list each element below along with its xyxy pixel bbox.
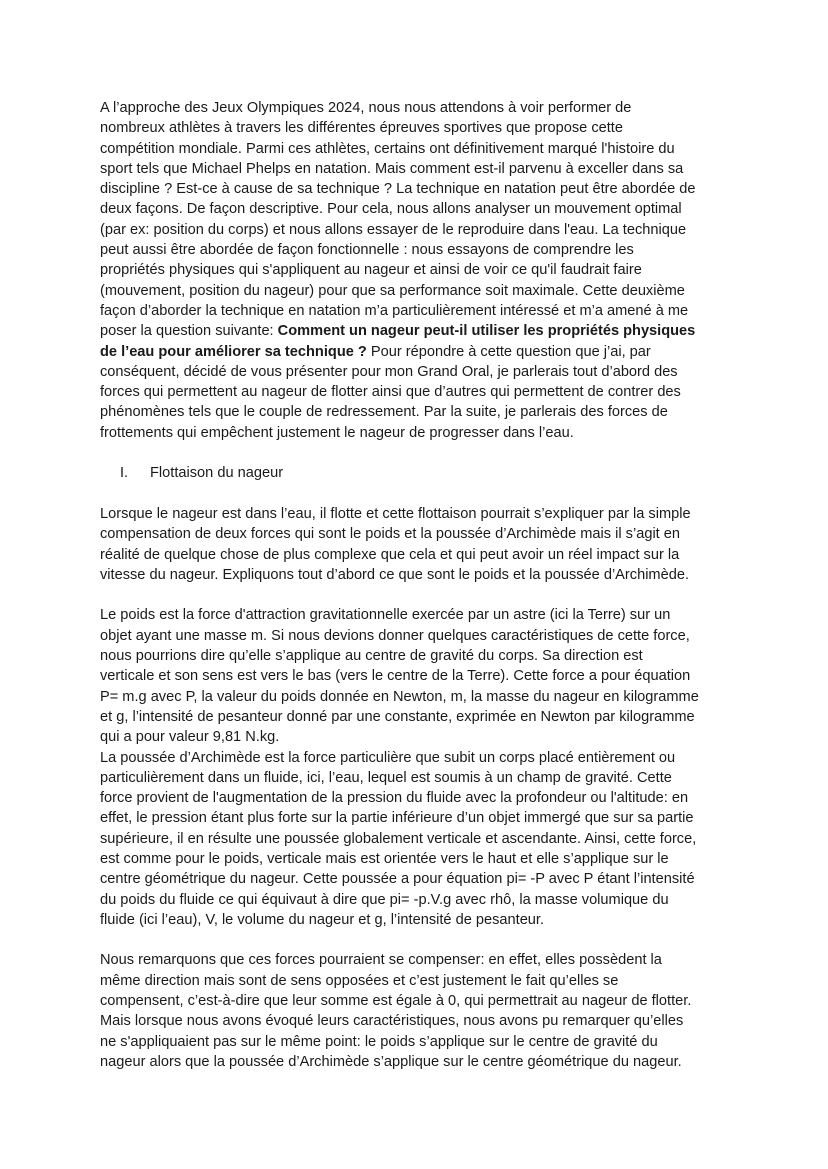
text-line: compensation de deux forces qui sont le poids et la poussée d’Archimède mais il s’agit en [100,526,681,543]
paragraph-flottaison [100,504,740,585]
text-line: frottements qui empêchent justement le nageur de progresser dans l’eau. [100,424,574,441]
text-line: peut aussi être abordée de façon fonctionnelle : nous essayons de comprendre les [100,242,634,259]
text-line: propriétés physiques qui s'appliquent au nageur et ainsi de voir ce qu'il faudrait faire [100,262,642,279]
text-line: supérieure, il en résulte une poussée globalement verticale et ascendante. Ainsi, cette force, [100,830,697,847]
text-line: du poids du fluide ce qui équivaut à dire que pi= -p.V.g avec rhô, la masse volumique du [100,891,669,908]
text-line: sport tels que Michael Phelps en natation. Mais comment est-il parvenu à exceller dans sa [100,160,684,177]
text-line: Nous remarquons que ces forces pourraient se compenser: en effet, elles possèdent la [100,952,662,969]
text-line: phénomènes tels que le couple de redressement. Par la suite, je parlerais des forces de [100,404,668,421]
text-line: nous pourrions dire qu’elle s’applique au centre de gravité du corps. Sa direction est [100,648,643,665]
intro-paragraph [100,98,740,443]
text-line: compétition mondiale. Parmi ces athlètes, certains ont définitivement marqué l'histoire du [100,140,675,157]
text-line: (par ex: position du corps) et nous allons essayer de le reproduire dans l'eau. La technique [100,221,687,238]
text-line: discipline ? Est-ce à cause de sa technique ? La technique en natation peut être abordée de [100,181,696,198]
text-line: centre géométrique du nageur. Cette poussée a pour équation pi= -P avec P étant l’intensité [100,871,695,888]
text-line: et g, l’intensité de pesanteur donné par une constante, exprimée en Newton par kilogramme [100,708,695,725]
text-line: Le poids est la force d'attraction gravitationnelle exercée par un astre (ici la Terre) sur un [100,607,671,624]
text-line: force provient de l'augmentation de la pression du fluide avec la profondeur ou l'altitude: en [100,790,689,807]
text-line: particulièrement dans un fluide, ici, l’eau, lequel est soumis à un champ de gravité. Cette [100,769,672,786]
text-line: A l’approche des Jeux Olympiques 2024, nous nous attendons à voir performer de [100,100,632,116]
text-line: Mais lorsque nous avons évoqué leurs caractéristiques, nous avons pu remarquer qu’elles [100,1013,684,1030]
section-number: I. [120,465,129,482]
text-line: vitesse du nageur. Expliquons tout d’abord ce que sont le poids et la poussée d’Archimède. [100,566,689,583]
text-line: conséquent, décidé de vous présenter pour mon Grand Oral, je parlerais tout d’abord des [100,363,678,380]
research-question: Comment un nageur peut-il utiliser les propriétés physiques [277,323,696,340]
paragraph-compensation [100,950,740,1072]
text-line: P= m.g avec P, la valeur du poids donnée en Newton, m, la masse du nageur en kilogramme [100,688,699,705]
text-line: réalité de quelque chose de plus complexe que cela et qui peut avoir un réel impact sur la [100,546,680,563]
text-line: nombreux athlètes à travers les différentes épreuves sportives que propose cette [100,120,623,137]
text-line: qui a pour valeur 9,81 N.kg. [100,729,280,746]
research-question: de l’eau pour améliorer sa technique ? [100,343,367,360]
text-line: est comme pour le poids, verticale mais est orientée vers le haut et elle s’applique sur le [100,850,669,867]
text-line: (mouvement, position du nageur) pour que sa performance soit maximale. Cette deuxième [100,282,685,299]
section-heading [100,463,740,483]
text-line: ne s'appliquaient pas sur le même point: le poids s’applique sur le centre de gravité du [100,1033,658,1050]
text-line: compensent, c’est-à-dire que leur somme est égale à 0, qui permettrait au nageur de flotter. [100,993,692,1010]
text-line: même direction mais sont de sens opposées et c’est justement le fait qu’elles se [100,972,619,989]
research-question-line: poser la question suivante: Comment un nageur peut-il utiliser les propriétés physiques [100,323,696,340]
document-page [100,98,740,1072]
text-line: fluide (ici l’eau), V, le volume du nageur et g, l’intensité de pesanteur. [100,911,545,928]
paragraph-poids-poussee [100,605,740,930]
text-line: forces qui permettent au nageur de flotter ainsi que d’autres qui permettent de contrer des [100,384,681,401]
text-line: nageur alors que la poussée d’Archimède s’applique sur le centre géométrique du nageur. [100,1053,682,1070]
text-line: verticale et son sens est vers le bas (vers le centre de la Terre). Cette force a pour équation [100,668,691,685]
text-line: Lorsque le nageur est dans l’eau, il flotte et cette flottaison pourrait s’expliquer par la simple [100,505,691,522]
text-line: objet ayant une masse m. Si nous devions donner quelques caractéristiques de cette force, [100,627,690,644]
text-line: effet, le pression étant plus forte sur la partie inférieure d’un objet immergé que sur sa partie [100,810,694,827]
research-question-line: de l’eau pour améliorer sa technique ? Pour répondre à cette question que j’ai, par [100,343,651,360]
section-title: Flottaison du nageur [150,465,284,482]
text-line: façon d’aborder la technique en natation m’a particulièrement intéressé et m’a amené à me [100,302,689,319]
text-line: deux façons. De façon descriptive. Pour cela, nous allons analyser un mouvement optimal [100,201,682,218]
text-line: La poussée d’Archimède est la force particulière que subit un corps placé entièrement ou [100,749,676,766]
